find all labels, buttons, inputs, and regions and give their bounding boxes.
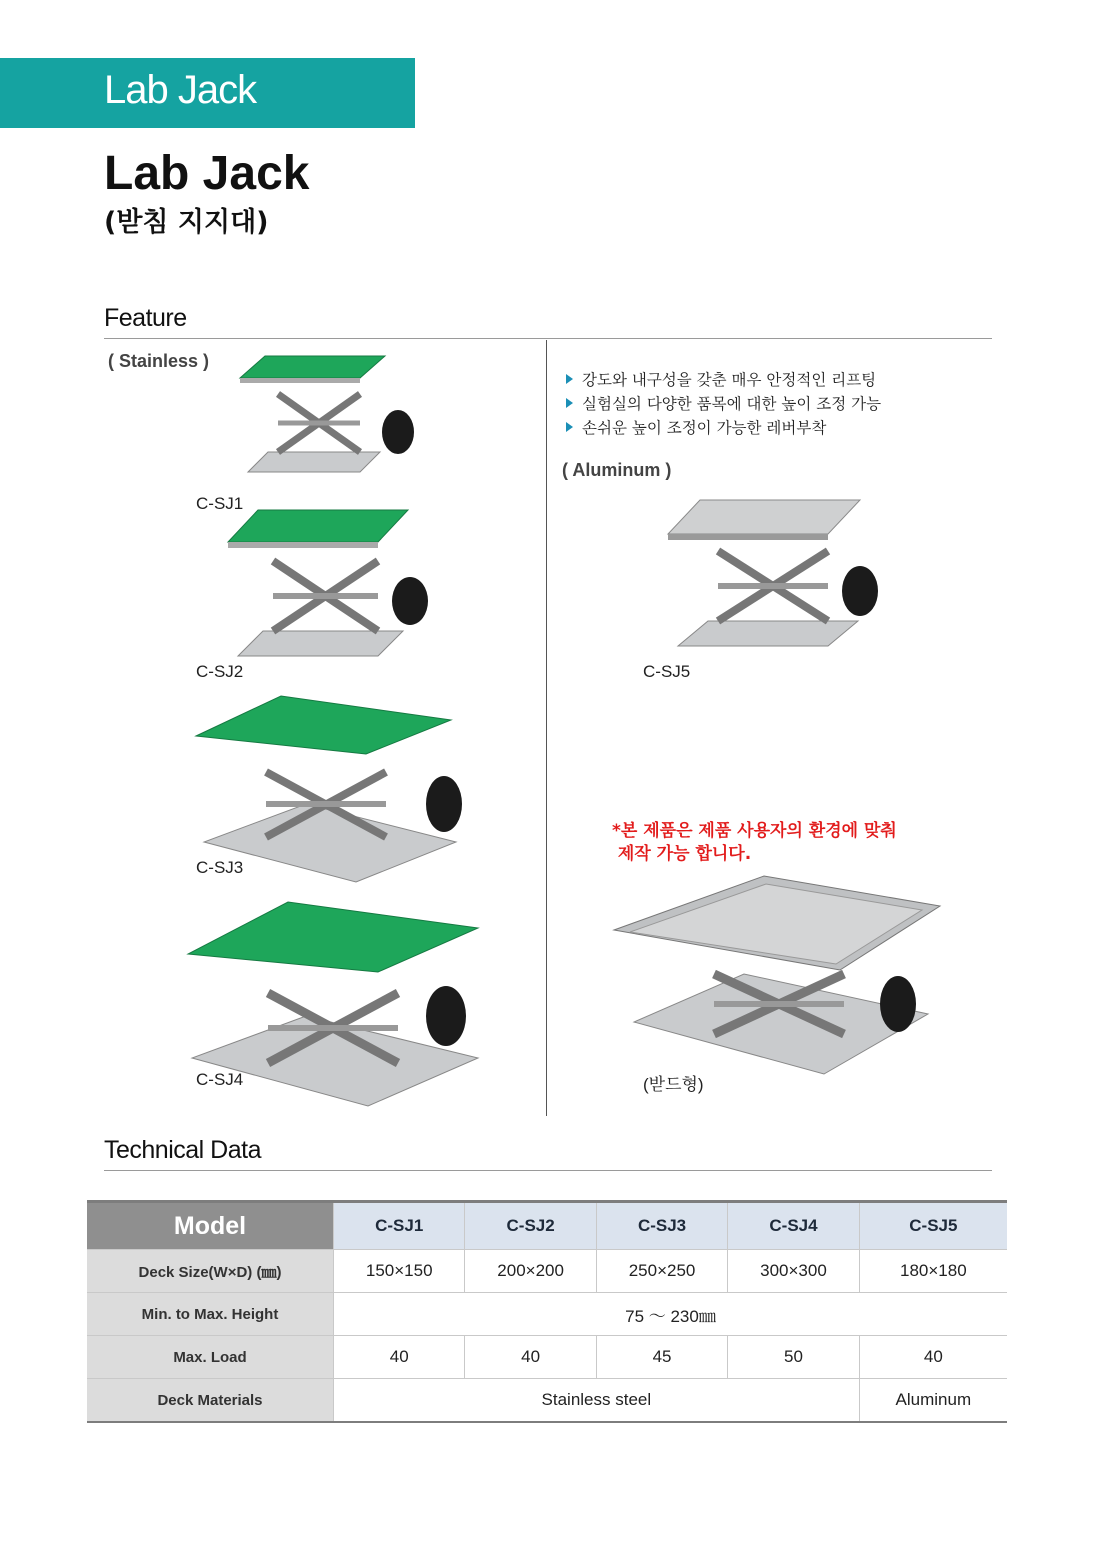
feature-item: 실험실의 다양한 품목에 대한 높이 조정 가능 bbox=[566, 392, 881, 416]
table-cell: 50 bbox=[728, 1336, 859, 1379]
table-cell: 300×300 bbox=[728, 1250, 859, 1293]
table-header-row bbox=[87, 1202, 1007, 1250]
product-label: (받드형) bbox=[643, 1075, 704, 1094]
model-column-header: C-SJ1 bbox=[334, 1202, 465, 1250]
product-label: C-SJ3 bbox=[196, 858, 244, 877]
product-label: C-SJ4 bbox=[196, 1070, 244, 1089]
custom-note: *본 제품은 제품 사용자의 환경에 맞춰 제작 가능 합니다. bbox=[612, 821, 897, 864]
feature-heading: Feature bbox=[104, 304, 187, 332]
technical-rule bbox=[104, 1170, 992, 1171]
product-image-c-sj1 bbox=[240, 352, 430, 502]
page-title: Lab Jack bbox=[104, 147, 310, 200]
product-image-c-sj5 bbox=[668, 496, 888, 666]
table-cell: 200×200 bbox=[465, 1250, 596, 1293]
product-label: C-SJ1 bbox=[196, 494, 244, 513]
bullet-icon bbox=[566, 398, 573, 408]
table-cell: 40 bbox=[465, 1336, 596, 1379]
table-cell: 180×180 bbox=[859, 1250, 1007, 1293]
product-image-c-sj2 bbox=[228, 506, 438, 676]
table-row bbox=[87, 1250, 1007, 1293]
table-cell: Aluminum bbox=[859, 1379, 1007, 1423]
spec-table bbox=[87, 1200, 1007, 1423]
row-header-height: Min. to Max. Height bbox=[87, 1293, 334, 1336]
table-cell: 40 bbox=[334, 1336, 465, 1379]
model-column-header: C-SJ3 bbox=[596, 1202, 727, 1250]
table-row bbox=[87, 1336, 1007, 1379]
product-image-tray bbox=[614, 874, 944, 1102]
aluminum-label: ( Aluminum ) bbox=[562, 460, 672, 480]
stainless-label: ( Stainless ) bbox=[108, 351, 210, 371]
model-column-header: C-SJ5 bbox=[859, 1202, 1007, 1250]
product-label: C-SJ5 bbox=[643, 662, 691, 681]
feature-list bbox=[566, 368, 881, 440]
technical-heading: Technical Data bbox=[104, 1136, 261, 1164]
row-header-max-load: Max. Load bbox=[87, 1336, 334, 1379]
table-row bbox=[87, 1379, 1007, 1423]
row-header-materials: Deck Materials bbox=[87, 1379, 334, 1423]
table-cell: Stainless steel bbox=[334, 1379, 860, 1423]
table-cell: 40 bbox=[859, 1336, 1007, 1379]
bullet-icon bbox=[566, 422, 573, 432]
product-image-c-sj3 bbox=[196, 692, 466, 884]
model-column-header: C-SJ4 bbox=[728, 1202, 859, 1250]
feature-divider bbox=[546, 340, 547, 1116]
bullet-icon bbox=[566, 374, 573, 384]
banner-title: Lab Jack bbox=[104, 68, 257, 112]
model-header: Model bbox=[87, 1202, 334, 1250]
table-row bbox=[87, 1293, 1007, 1336]
table-cell: 75 ～ 230㎜ bbox=[334, 1293, 1008, 1336]
page-subtitle: (받침 지지대) bbox=[104, 207, 269, 238]
row-header-deck-size: Deck Size(W×D) (㎜) bbox=[87, 1250, 334, 1293]
table-cell: 250×250 bbox=[596, 1250, 727, 1293]
table-cell: 150×150 bbox=[334, 1250, 465, 1293]
feature-rule bbox=[104, 338, 992, 339]
feature-item: 강도와 내구성을 갖춘 매우 안정적인 리프팅 bbox=[566, 368, 881, 392]
product-label: C-SJ2 bbox=[196, 662, 244, 681]
feature-item: 손쉬운 높이 조정이 가능한 레버부착 bbox=[566, 416, 881, 440]
table-cell: 45 bbox=[596, 1336, 727, 1379]
model-column-header: C-SJ2 bbox=[465, 1202, 596, 1250]
